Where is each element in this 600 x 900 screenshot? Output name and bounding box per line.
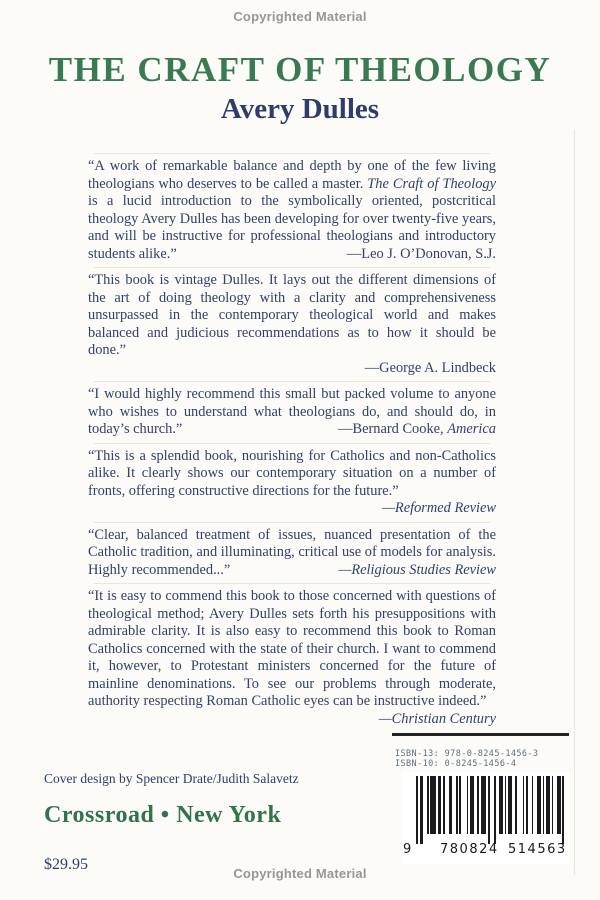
- barcode-bar: [515, 776, 517, 834]
- quote-attribution-6: [88, 711, 496, 729]
- attribution-text: —Reformed Review: [382, 500, 496, 516]
- barcode-bar: [537, 776, 541, 834]
- barcode-digits: [402, 842, 570, 860]
- barcode-bars: [416, 776, 566, 844]
- quote-text: is a lucid introduction to the symbolically oriented, postcritical theology Avery Dulles has been developing for over twenty-five years, and will be instructive for professional theologians and introductory students alike.”: [88, 193, 496, 262]
- barcode-bar: [508, 776, 512, 834]
- barcode-bar: [526, 776, 528, 834]
- endorsement-quote-6: [88, 588, 496, 711]
- barcode-bar: [543, 776, 545, 834]
- section-divider: [94, 443, 490, 444]
- attribution-text: —Leo J. O’Donovan, S.J.: [346, 245, 496, 262]
- section-divider: [94, 153, 490, 154]
- page-edge-line: [574, 130, 575, 875]
- section-divider: [94, 522, 490, 523]
- quote-text: “Clear, balanced treatment of issues, nuanced presentation of the Catholic tradition, and illuminating, critical use of models for analysis. Highly recommended...”: [88, 526, 496, 578]
- barcode-bar: [416, 776, 418, 844]
- barcode-bar: [505, 776, 507, 834]
- barcode: [402, 772, 570, 864]
- barcode-bar: [532, 776, 534, 834]
- quote-attribution-2: [88, 360, 496, 378]
- book-title: THE CRAFT OF THEOLOGY: [48, 50, 552, 89]
- barcode-bar: [552, 776, 554, 834]
- attribution-text: —Religious Studies Review: [338, 561, 496, 578]
- quote-attribution-4: [88, 500, 496, 518]
- barcode-bar: [494, 776, 496, 844]
- attribution-text: —Bernard Cooke,: [338, 421, 448, 437]
- barcode-bar: [430, 776, 435, 834]
- book-author: Avery Dulles: [220, 93, 380, 125]
- barcode-bar: [557, 776, 561, 834]
- barcode-digit-lead: 9: [403, 842, 412, 857]
- barcode-bar: [456, 776, 458, 834]
- barcode-bar: [420, 776, 424, 844]
- barcode-bar: [546, 776, 550, 834]
- endorsement-quote-2: [88, 272, 496, 360]
- endorsement-quote-4: [88, 448, 496, 501]
- barcode-bar: [523, 776, 525, 834]
- copyright-bottom-label: Copyrighted Material: [233, 866, 367, 881]
- section-divider: [94, 381, 490, 382]
- quote-text: “A work of remarkable balance and depth by one of the few living theologians who deserves to be called a master.: [88, 158, 496, 192]
- isbn-block: [395, 749, 538, 769]
- quote-text: “This book is vintage Dulles. It lays out the different dimensions of the art of doing theology with a clarity and comprehensiveness unsurpassed in the contemporary theological world and makes balanced and judicious recommendations as to how it should be done.”: [88, 272, 496, 358]
- section-divider: [94, 267, 490, 268]
- attribution-text: —George A. Lindbeck: [364, 359, 496, 376]
- barcode-bar: [438, 776, 442, 834]
- barcode-bar: [477, 776, 479, 834]
- isbn13-line: ISBN-13: 978-0-8245-1456-3: [395, 749, 539, 759]
- barcode-bar: [481, 776, 486, 834]
- quote-text-italic: The Craft of Theology: [367, 175, 496, 192]
- publisher-imprint: Crossroad • New York: [44, 802, 282, 828]
- copyright-top-label: Copyrighted Material: [233, 9, 367, 24]
- quote-text: “It is easy to commend this book to those concerned with questions of theological method; Avery Dulles sets forth his presuppositions with admirable clarity. It is also easy to recommend this book to Roman Catholics concerned with the state of their church. I want to commend it, however, to Protestant ministers concerned for the future of mainline denominations. To see our problems through moderate, authority respecting Roman Catholic eyes can be instructive indeed.”: [88, 588, 496, 709]
- barcode-bar: [443, 776, 445, 834]
- isbn-rule: [392, 733, 569, 736]
- cover-design-credit: Cover design by Spencer Drate/Judith Salavetz: [44, 771, 299, 786]
- barcode-bar: [499, 776, 503, 834]
- barcode-digit-group2: 514563: [508, 842, 567, 857]
- quote-text: “This is a splendid book, nourishing for Catholics and non-Catholics alike. It clearly shows our contemporary situation on a number of fronts, offering constructive directions for the future.”: [88, 447, 496, 499]
- barcode-digit-group1: 780824: [440, 842, 499, 857]
- attribution-source-italic: America: [447, 421, 496, 437]
- barcode-bar: [470, 776, 474, 834]
- barcode-bar: [427, 776, 429, 834]
- barcode-bar: [562, 776, 564, 844]
- attribution-text: —Christian Century: [378, 710, 496, 727]
- barcode-bar: [467, 776, 469, 834]
- barcode-bar: [449, 776, 453, 834]
- quote-text: “I would highly recommend this small but packed volume to anyone who wishes to understand what theologians do, and should do, in today’s church.”: [88, 386, 496, 437]
- section-divider: [94, 583, 490, 584]
- endorsements-section: [88, 149, 496, 728]
- barcode-bar: [488, 776, 490, 844]
- barcode-bar: [459, 776, 461, 834]
- isbn10-line: ISBN-10: 0-8245-1456-4: [395, 759, 517, 769]
- price-label: $29.95: [44, 856, 88, 873]
